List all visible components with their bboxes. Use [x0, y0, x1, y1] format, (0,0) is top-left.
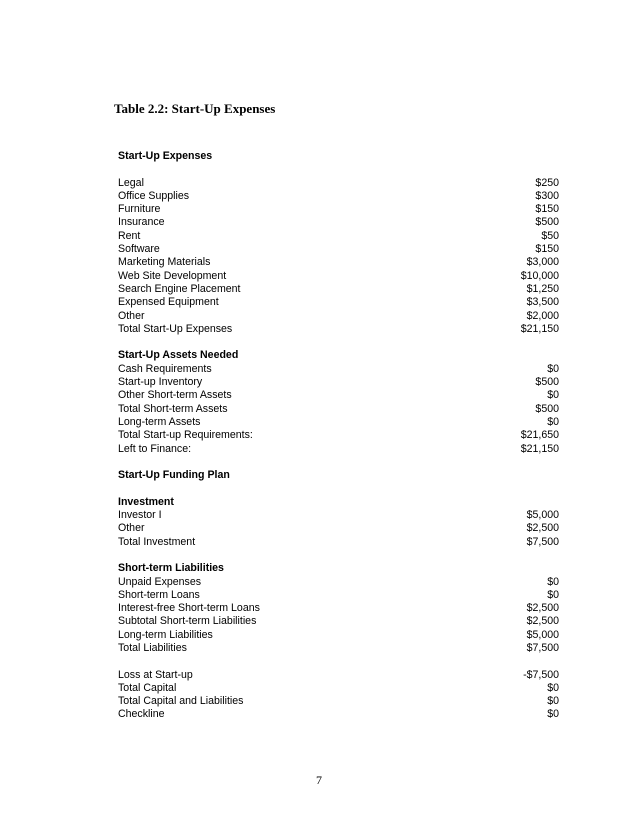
row-value: $10,000: [520, 269, 559, 282]
row-label: Start-up Inventory: [118, 376, 203, 389]
row-label: Left to Finance:: [118, 442, 192, 455]
row-label: Search Engine Placement: [118, 282, 241, 295]
table-row: [118, 602, 559, 615]
row-label: Web Site Development: [118, 269, 227, 282]
row-label: Legal: [118, 176, 144, 189]
row-value: $7,500: [526, 535, 559, 548]
row-label: Total Start-Up Expenses: [118, 322, 233, 335]
table-row: [118, 509, 559, 522]
section-heading: Short-term Liabilities: [118, 562, 224, 575]
row-value: -$7,500: [523, 668, 559, 681]
row-label: Total Capital and Liabilities: [118, 695, 244, 708]
section-spacer: [118, 655, 559, 668]
row-value: $0: [547, 389, 559, 402]
row-value: $5,000: [526, 509, 559, 522]
row-value: $500: [535, 376, 559, 389]
row-value: $2,500: [526, 522, 559, 535]
table-row: [118, 230, 559, 243]
row-value: $500: [535, 216, 559, 229]
section-spacer: [118, 549, 559, 562]
section-heading: Investment: [118, 495, 174, 508]
heading-spacer: [118, 163, 559, 176]
row-value: $0: [547, 695, 559, 708]
table-row: [118, 536, 559, 549]
row-value: $0: [547, 575, 559, 588]
row-label: Total Capital: [118, 681, 177, 694]
table-row: [118, 283, 559, 296]
row-value: $21,150: [520, 442, 559, 455]
row-label: Software: [118, 243, 160, 256]
row-label: Cash Requirements: [118, 362, 212, 375]
row-value: $21,150: [520, 322, 559, 335]
row-label: Marketing Materials: [118, 256, 211, 269]
row-label: Office Supplies: [118, 189, 190, 202]
row-value: $2,500: [526, 602, 559, 615]
table-row: [118, 695, 559, 708]
table-row: [118, 429, 559, 442]
row-label: Loss at Start-up: [118, 668, 193, 681]
table-row: [118, 310, 559, 323]
row-label: Total Liabilities: [118, 641, 187, 654]
row-label: Total Investment: [118, 535, 196, 548]
row-label: Expensed Equipment: [118, 296, 219, 309]
section-heading: Start-Up Expenses: [118, 150, 213, 162]
row-value: $50: [541, 229, 559, 242]
row-value: $7,500: [526, 641, 559, 654]
row-label: Total Start-up Requirements:: [118, 429, 253, 442]
table-row: [118, 203, 559, 216]
page-number: 7: [316, 773, 322, 787]
row-value: $1,250: [526, 282, 559, 295]
table-row: [118, 363, 559, 376]
table-row: [118, 177, 559, 190]
table-row: [118, 589, 559, 602]
row-value: $0: [547, 415, 559, 428]
section-heading: Start-Up Funding Plan: [118, 469, 230, 482]
table-row: [118, 642, 559, 655]
row-value: $3,000: [526, 256, 559, 269]
table-row: [118, 389, 559, 402]
row-label: Long-term Liabilities: [118, 628, 213, 641]
table-row: [118, 256, 559, 269]
row-value: $3,500: [526, 296, 559, 309]
startup-expenses-table: [118, 150, 559, 722]
row-value: $250: [535, 176, 559, 189]
row-value: $0: [547, 588, 559, 601]
row-label: Long-term Assets: [118, 415, 201, 428]
row-label: Other Short-term Assets: [118, 389, 232, 402]
table-row: [118, 576, 559, 589]
table-row: [118, 682, 559, 695]
row-label: Interest-free Short-term Loans: [118, 602, 260, 615]
row-label: Checkline: [118, 708, 165, 721]
row-value: $500: [535, 402, 559, 415]
row-label: Investor I: [118, 509, 162, 522]
table-row: [118, 323, 559, 336]
table-row: [118, 216, 559, 229]
row-label: Short-term Loans: [118, 588, 200, 601]
table-row: [118, 522, 559, 535]
section-spacer: [118, 482, 559, 495]
row-value: $300: [535, 189, 559, 202]
row-label: Unpaid Expenses: [118, 575, 202, 588]
section-spacer: [118, 456, 559, 469]
table-row: [118, 243, 559, 256]
table-row: [118, 615, 559, 628]
table-row: [118, 296, 559, 309]
table-caption: Table 2.2: Start-Up Expenses: [114, 101, 276, 116]
table-row: [118, 190, 559, 203]
row-value: $150: [535, 203, 559, 216]
row-label: Total Short-term Assets: [118, 402, 228, 415]
row-value: $150: [535, 243, 559, 256]
table-row: [118, 669, 559, 682]
row-value: $2,000: [526, 309, 559, 322]
table-row: [118, 629, 559, 642]
table-row: [118, 376, 559, 389]
table-row: [118, 708, 559, 721]
section-spacer: [118, 336, 559, 349]
row-value: $0: [547, 362, 559, 375]
row-value: $21,650: [520, 429, 559, 442]
row-label: Other: [118, 309, 145, 322]
table-row: [118, 270, 559, 283]
section-heading: Start-Up Assets Needed: [118, 349, 239, 362]
row-label: Other: [118, 522, 145, 535]
row-label: Furniture: [118, 203, 161, 216]
row-label: Insurance: [118, 216, 165, 229]
row-label: Rent: [118, 229, 141, 242]
table-row: [118, 403, 559, 416]
row-value: $5,000: [526, 628, 559, 641]
row-value: $2,500: [526, 615, 559, 628]
row-label: Subtotal Short-term Liabilities: [118, 615, 257, 628]
row-value: $0: [547, 681, 559, 694]
table-row: [118, 443, 559, 456]
table-row: [118, 416, 559, 429]
row-value: $0: [547, 708, 559, 721]
